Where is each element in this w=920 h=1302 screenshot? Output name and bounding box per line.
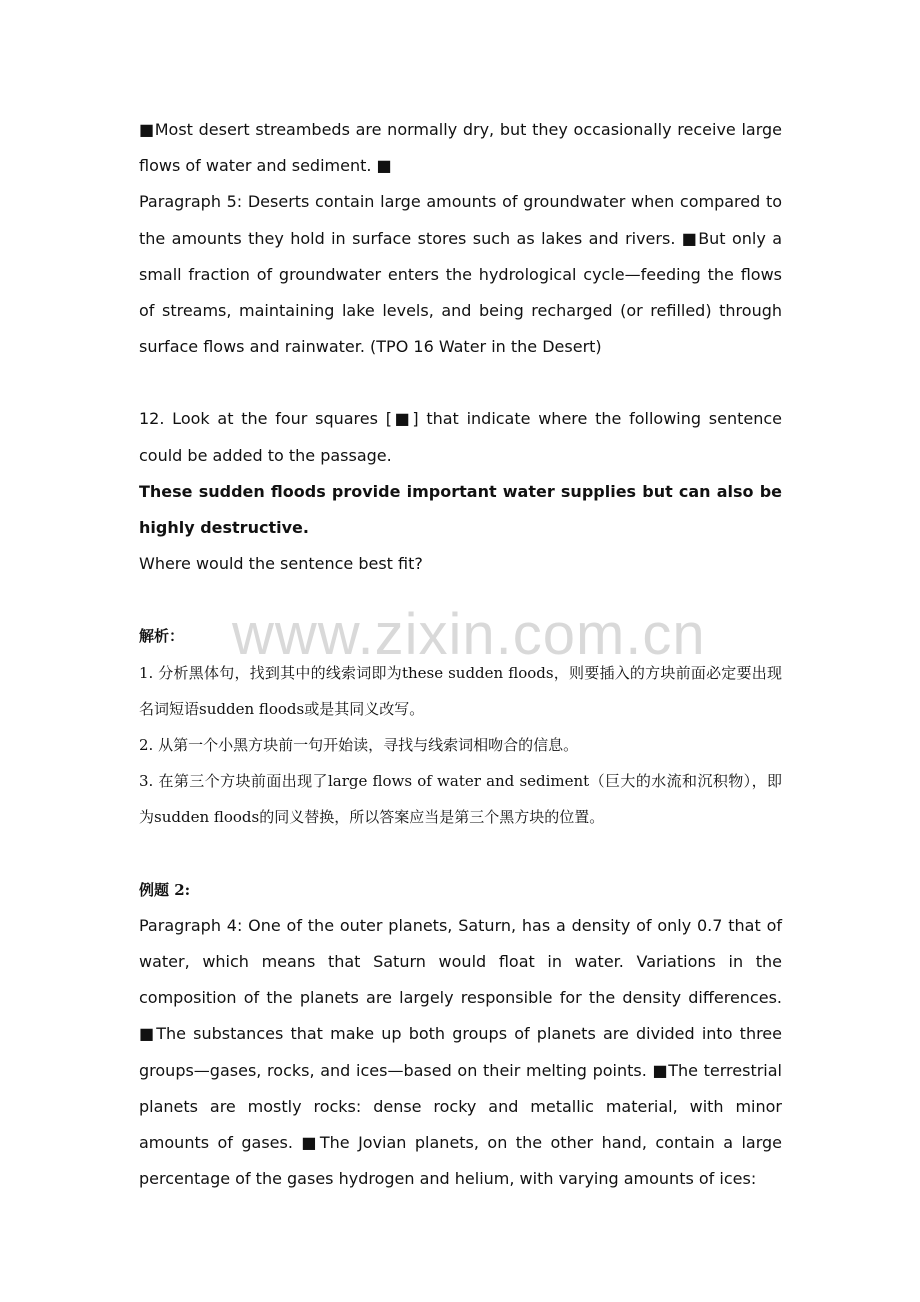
- question-12-ask: Where would the sentence best fit?: [139, 554, 423, 574]
- example1-line: ■Most desert streambeds are normally dry, but they occasionally receive large flows of water and sediment. ■: [139, 120, 782, 176]
- document-body: [139, 112, 782, 1197]
- question-12-sentence: These sudden floods provide important water supplies but can also be highly destructive.: [139, 481, 782, 538]
- analysis-step: 2. 从第一个小黑方块前一句开始读，寻找与线索词相吻合的信息。: [139, 736, 579, 755]
- example2-heading: 例题 2:: [139, 880, 191, 899]
- question-12-prompt: 12. Look at the four squares [■] that indicate where the following sentence could be added to the passage.: [139, 409, 782, 465]
- analysis-heading: 解析：: [139, 627, 185, 646]
- analysis-step: 1. 分析黑体句，找到其中的线索词即为these sudden floods，则要插入的方块前面必定要出现名词短语sudden floods或是其同义改写。: [139, 663, 782, 718]
- paragraph-4: Paragraph 4: One of the outer planets, Saturn, has a density of only 0.7 that of water, which means that Saturn would float in water. Variations in the composition of the planets are largely responsible for the density differences. ■The substances that make up both groups of planets are divided into three groups—gases, rocks, and ices—based on their melting points. ■The terrestrial planets are mostly rocks: dense rocky and metallic material, with minor amounts of gases. ■The Jovian planets, on the other hand, contain a large percentage of the gases hydrogen and helium, with varying amounts of ices:: [139, 915, 782, 1189]
- watermark: www.zixin.com.cn: [232, 602, 706, 667]
- analysis-step: 3. 在第三个方块前面出现了large flows of water and sediment（巨大的水流和沉积物），即为sudden floods的同义替换，所以答案应当是第三个黑方块的位置。: [139, 772, 782, 827]
- paragraph-5: Paragraph 5: Deserts contain large amounts of groundwater when compared to the amounts they hold in surface stores such as lakes and rivers. ■But only a small fraction of groundwater enters the hydrological cycle—feeding the flows of streams, maintaining lake levels, and being recharged (or refilled) through surface flows and rainwater. (TPO 16 Water in the Desert): [139, 192, 782, 357]
